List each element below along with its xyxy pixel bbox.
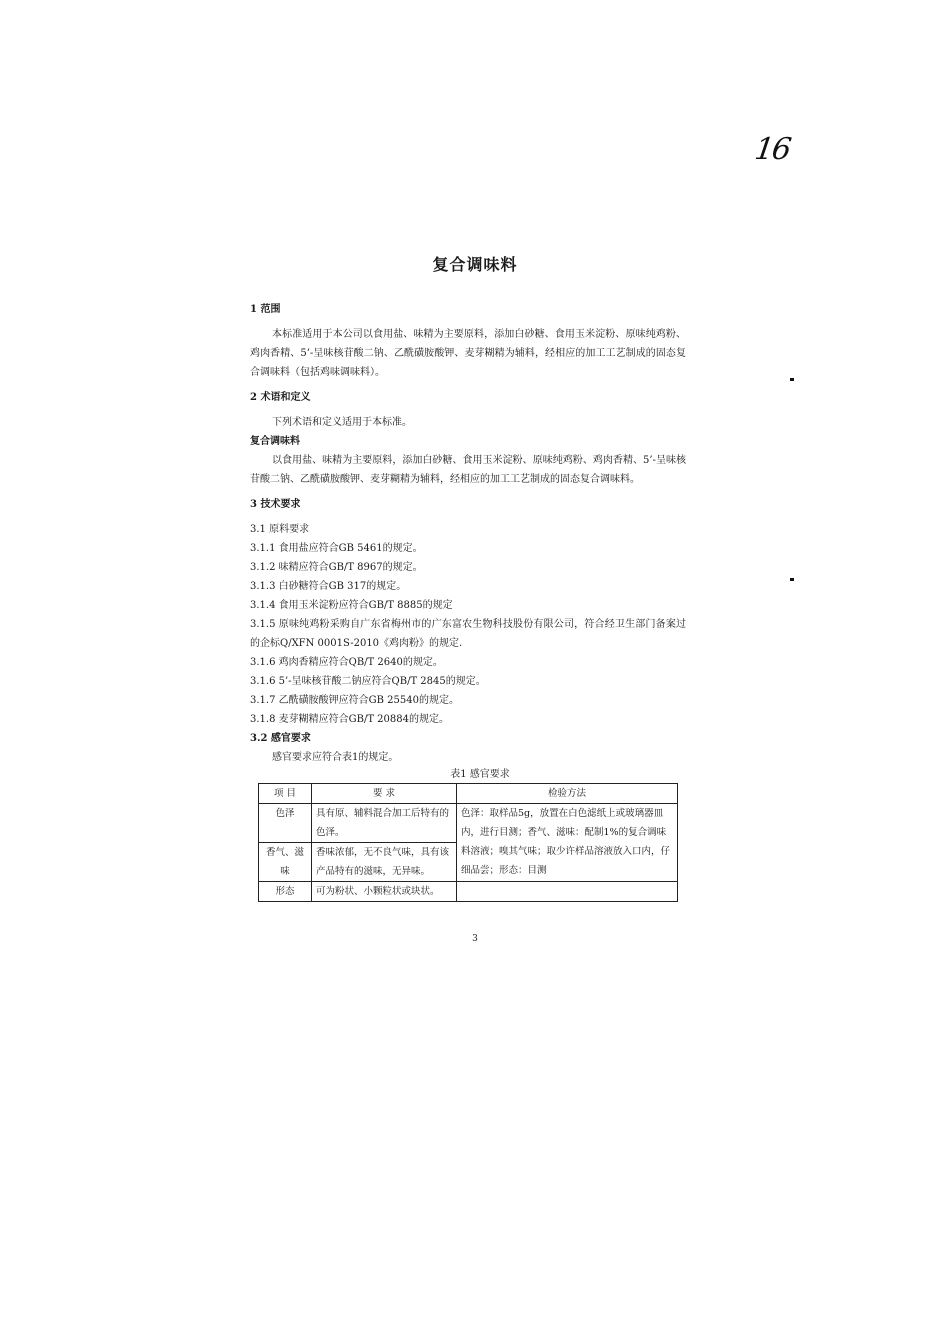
- scan-mark: [790, 378, 794, 381]
- requirement-item: 3.1.2 味精应符合GB/T 8967的规定。: [250, 562, 423, 573]
- table-cell-requirement: 可为粉状、小颗粒状或块状。: [312, 882, 457, 902]
- subsection-raw-materials: 3.1 原料要求: [250, 524, 310, 535]
- table-cell-requirement: 具有原、辅料混合加工后特有的色泽。: [312, 804, 457, 843]
- page-number: 3: [472, 934, 478, 944]
- term-definition: 以食用盐、味精为主要原料，添加白砂糖、食用玉米淀粉、原味纯鸡粉、鸡肉香精、5’-呈味核苷酸二钠、乙酰磺胺酸钾、麦芽糊精为辅料，经相应的加工工艺制成的固态复合调味料。: [250, 455, 686, 485]
- sensory-table: [258, 783, 678, 902]
- table-header-method: 检验方法: [457, 784, 678, 804]
- table-cell-method: 色泽：取样品5g，放置在白色滤纸上或玻璃器皿内，进行目测；香气、滋味：配制1%的复合调味料溶液；嗅其气味；取少许样品溶液放入口内，仔细品尝；形态：目测: [457, 804, 678, 882]
- handwritten-page-number: 16: [752, 132, 792, 167]
- scope-paragraph: 本标准适用于本公司以食用盐、味精为主要原料，添加白砂糖、食用玉米淀粉、原味纯鸡粉、鸡肉香精、5’-呈味核苷酸二钠、乙酰磺胺酸钾、麦芽糊精为辅料，经相应的加工工艺制成的固态复合调味料（包括鸡味调味料）。: [250, 329, 686, 378]
- requirement-item: 3.1.4 食用玉米淀粉应符合GB/T 8885的规定: [250, 600, 453, 611]
- table-caption: 表1 感官要求: [450, 769, 510, 780]
- document-title: 复合调味料: [432, 255, 518, 274]
- requirement-item: 3.1.6 5’-呈味核苷酸二钠应符合QB/T 2845的规定。: [250, 676, 486, 687]
- table-header-requirement: 要 求: [312, 784, 457, 804]
- table-cell-item: 香气、滋味: [259, 843, 312, 882]
- section-heading-terms: 2 术语和定义: [250, 392, 311, 403]
- table-header-row: [259, 784, 678, 804]
- sensory-intro: 感官要求应符合表1的规定。: [272, 752, 399, 763]
- requirement-item: 3.1.7 乙酰磺胺酸钾应符合GB 25540的规定。: [250, 695, 459, 706]
- requirement-item: 3.1.8 麦芽糊精应符合GB/T 20884的规定。: [250, 714, 449, 725]
- table-row: [259, 804, 678, 843]
- document-body: [250, 300, 686, 902]
- requirement-item: 3.1.6 鸡肉香精应符合QB/T 2640的规定。: [250, 657, 443, 668]
- table-row: [259, 882, 678, 902]
- term-name: 复合调味料: [250, 436, 300, 447]
- table-cell-method-empty: [457, 882, 678, 902]
- table-cell-item: 形态: [259, 882, 312, 902]
- section-heading-technical: 3 技术要求: [250, 499, 301, 510]
- table-cell-item: 色泽: [259, 804, 312, 843]
- table-cell-requirement: 香味浓郁，无不良气味，具有该产品特有的滋味，无异味。: [312, 843, 457, 882]
- requirement-item: 3.1.3 白砂糖符合GB 317的规定。: [250, 581, 407, 592]
- requirement-item: 3.1.1 食用盐应符合GB 5461的规定。: [250, 543, 423, 554]
- requirement-item: 3.1.5 原味纯鸡粉采购自广东省梅州市的广东富农生物科技股份有限公司，符合经卫生部门备案过的企标Q/XFN 0001S-2010《鸡肉粉》的规定.: [250, 619, 686, 649]
- section-heading-scope: 1 范围: [250, 304, 281, 315]
- table-header-item: 项 目: [259, 784, 312, 804]
- scan-mark: [790, 578, 794, 581]
- terms-intro: 下列术语和定义适用于本标准。: [272, 417, 412, 428]
- subsection-sensory: 3.2 感官要求: [250, 733, 311, 744]
